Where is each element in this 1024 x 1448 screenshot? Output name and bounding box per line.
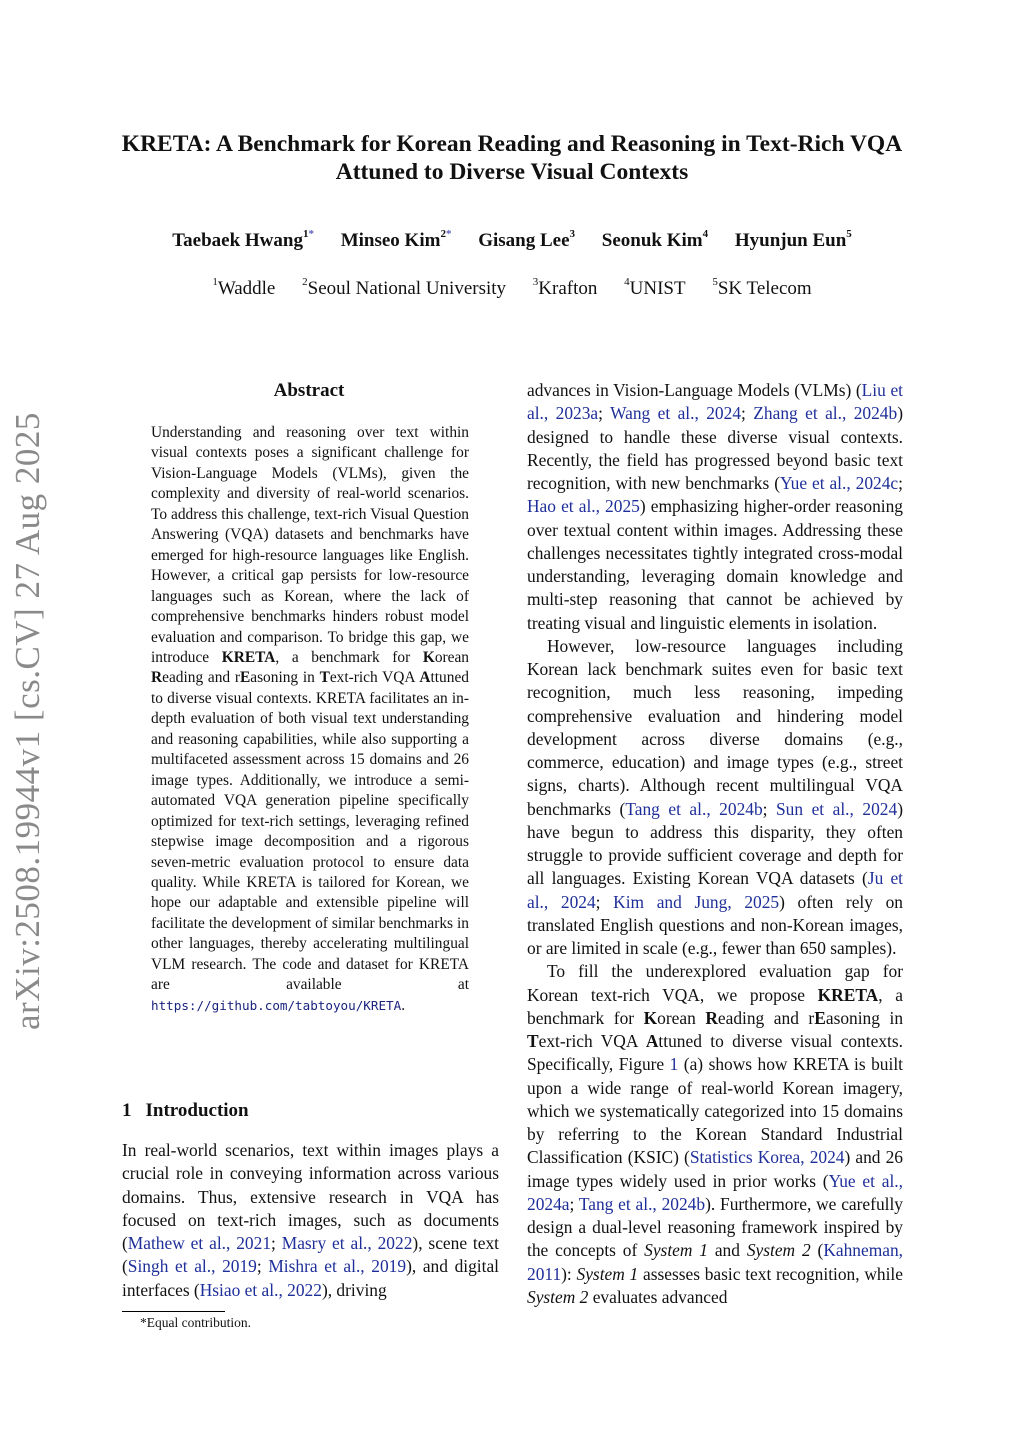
author: Taebaek Hwang$^{1*}$ — [172, 228, 314, 251]
citation-link[interactable]: Masry et al., 2022 — [281, 1233, 413, 1254]
citation-link[interactable]: Hsiao et al., 2022 — [199, 1279, 322, 1300]
paragraph: However, low-resource languages including Korean lack benchmark suites even for basic text recognition, much less reasoning, impeding comprehensive evaluation and hindering model development across diverse domains (e.g., commerce, education) and image types (e.g., street signs, charts). Although recent multilingual VQA benchmarks (Tang et al., 2024b; Sun et al., 2024) have begun to address this disparity, they often struggle to provide sufficient coverage and depth for all languages. Existing Korean VQA datasets (Ju et al., 2024; Kim and Jung, 2025) often rely on translated English questions and non-Korean images, or are limited in scale (e.g., fewer than 650 samples). — [527, 635, 903, 958]
intro-paragraph: In real-world scenarios, text within images plays a crucial role in conveying information across various domains. Thus, extensive research in VQA has focused on text-rich images, such as documents (Mathew et al., 2021; Masry et al., 2022), scene text (Singh et al., 2019; Mishra et al., 2019), and digital interfaces (Hsiao et al., 2022), driving — [122, 1140, 500, 1300]
citation-link[interactable]: Mishra et al., 2019 — [268, 1256, 407, 1277]
footnote-rule — [122, 1311, 225, 1312]
abstract-body: Understanding and reasoning over text within visual contexts poses a significant challenge for Vision-Language Models (VLMs), given the complexity and diversity of real-world scenarios. To address this challenge, text-rich Visual Question Answering (VQA) datasets and benchmarks have emerged for high-resource languages like English. However, a critical gap persists for low-resource languages such as Korean, where the lack of comprehensive benchmarks hinders robust model evaluation and comparison. To bridge this gap, we introduce KRETA, a benchmark for Korean Reading and rEasoning in Text-rich VQA Attuned to diverse visual contexts. KRETA facilitates an in-depth evaluation of both visual text understanding and reasoning capabilities, while also supporting a multifaceted assessment across 15 domains and 26 image types. Additionally, we introduce a semi-automated VQA generation pipeline specifically optimized for text-rich settings, leveraging refined stepwise image decomposition and a rigorous seven-metric evaluation protocol to ensure data quality. While KRETA is tailored for Korean, we hope our adaptable and extensible pipeline will facilitate the development of similar benchmarks in other languages, thereby accelerating multilingual VLM research. The code and dataset for KRETA are available at https://github.com/tabtoyou/KRETA. — [151, 424, 470, 1014]
citation-link[interactable]: Tang et al., 2024b — [625, 798, 763, 819]
repo-link[interactable]: https://github.com/tabtoyou/KRETA — [151, 997, 402, 1013]
citation-link[interactable]: Kahneman, 2011 — [527, 1240, 903, 1284]
arxiv-stamp: arXiv:2508.19944v1 [cs.CV] 27 Aug 2025 — [8, 412, 47, 1030]
citation-link[interactable]: Mathew et al., 2021 — [127, 1233, 272, 1254]
citation-link[interactable]: Hao et al., 2025 — [527, 496, 640, 517]
affiliation: $^5$SK Telecom — [712, 276, 812, 299]
right-column — [527, 379, 903, 1309]
citation-link[interactable]: Yue et al., 2024a — [527, 1170, 903, 1214]
affiliation: $^2$Seoul National University — [302, 276, 507, 299]
affiliation: $^1$Waddle — [212, 276, 276, 299]
citation-link[interactable]: Statistics Korea, 2024 — [689, 1147, 845, 1168]
affiliation-list — [90, 278, 934, 300]
paragraph: To fill the underexplored evaluation gap for Korean text-rich VQA, we propose KRETA, a benchmark for Korean Reading and rEasoning in Text-rich VQA Attuned to diverse visual contexts. Specifically, Figure 1 (a) shows how KRETA is built upon a wide range of real-world Korean imagery, which we systematically categorized into 15 domains by referring to the Korean Standard Industrial Classification (KSIC) (Statistics Korea, 2024) and 26 image types widely used in prior works (Yue et al., 2024a; Tang et al., 2024b). Furthermore, we carefully design a dual-level reasoning framework inspired by the concepts of System 1 and System 2 (Kahneman, 2011): System 1 assesses basic text recognition, while System 2 evaluates advanced — [527, 961, 904, 1307]
figure-link[interactable]: 1 — [669, 1054, 679, 1075]
author: Seonuk Kim$^4$ — [601, 228, 709, 251]
citation-link[interactable]: Tang et al., 2024b — [578, 1193, 706, 1214]
section-heading-introduction: 1 Introduction — [122, 1100, 249, 1121]
affiliation: $^4$UNIST — [624, 276, 686, 299]
author-list — [90, 230, 934, 252]
citation-link[interactable]: Ju et al., 2024 — [527, 868, 903, 912]
footnote: *Equal contribution. — [140, 1315, 251, 1330]
abstract-heading: Abstract — [273, 380, 345, 401]
paper-title: KRETA: A Benchmark for Korean Reading and Reasoning in Text-Rich VQA Attuned to Diverse Visual Contexts — [121, 131, 903, 185]
author: Gisang Lee$^3$ — [478, 228, 576, 251]
citation-link[interactable]: Singh et al., 2019 — [127, 1256, 257, 1277]
citation-link[interactable]: Kim and Jung, 2025 — [613, 891, 780, 912]
citation-link[interactable]: Wang et al., 2024 — [610, 403, 742, 424]
citation-link[interactable]: Liu et al., 2023a — [527, 380, 903, 424]
citation-link[interactable]: Yue et al., 2024c — [780, 473, 899, 493]
paragraph: advances in Vision-Language Models (VLMs) (Liu et al., 2023a; Wang et al., 2024; Zhang et al., 2024b) designed to handle these diverse visual contexts. Recently, the field has progressed beyond basic text recognition, with new benchmarks (Yue et al., 2024c; Hao et al., 2025) emphasizing higher-order reasoning over textual content within images. Addressing these challenges necessitates tightly integrated cross-modal understanding, leveraging domain knowledge and multi-step reasoning that cannot be achieved by treating visual and linguistic elements in isolation. — [527, 380, 903, 633]
affiliation: $^3$Krafton — [532, 276, 598, 299]
citation-link[interactable]: Zhang et al., 2024b — [753, 403, 898, 424]
author: Hyunjun Eun$^5$ — [734, 228, 852, 251]
citation-link[interactable]: Sun et al., 2024 — [776, 798, 898, 819]
author: Minseo Kim$^{2*}$ — [340, 228, 452, 251]
